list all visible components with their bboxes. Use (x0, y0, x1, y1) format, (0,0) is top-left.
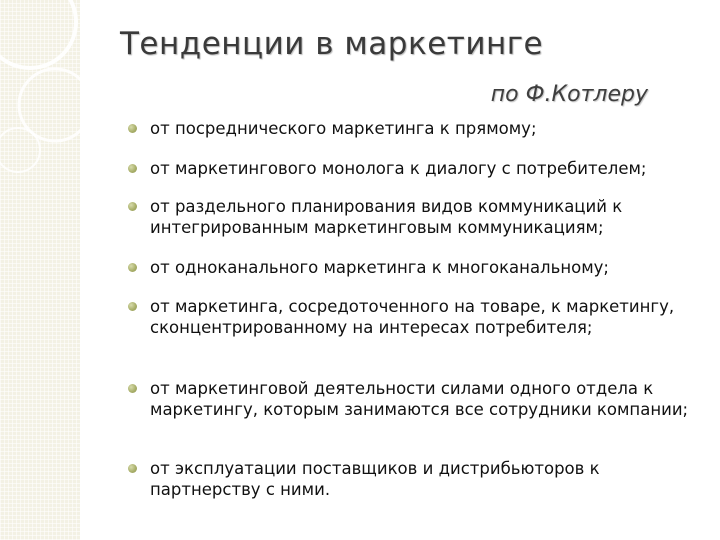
bullet-icon (128, 302, 137, 311)
bullet-item (150, 118, 700, 139)
bullet-item (150, 378, 700, 420)
bullet-icon (128, 124, 137, 133)
bullet-item (150, 458, 700, 500)
slide-subtitle: по Ф.Котлеру (490, 82, 648, 107)
bullet-text: от посреднического маркетинга к прямому; (150, 119, 537, 138)
bullet-text: от маркетинга, сосредоточенного на товаре, к маркетингу, сконцентрированному на интересах потребителя; (150, 297, 675, 337)
decorative-side-panel (0, 0, 80, 540)
bullet-text: от одноканального маркетинга к многоканальному; (150, 258, 609, 277)
decorative-circles-icon (0, 0, 80, 540)
bullet-text: от маркетингового монолога к диалогу с потребителем; (150, 159, 647, 178)
bullet-icon (128, 202, 137, 211)
bullet-icon (128, 263, 137, 272)
bullet-item (150, 158, 700, 179)
bullet-text: от маркетинговой деятельности силами одного отдела к маркетингу, которым занимаются все сотрудники компании; (150, 379, 689, 419)
slide-title: Тенденции в маркетинге (120, 26, 544, 62)
bullet-text: от эксплуатации поставщиков и дистрибьюторов к партнерству с ними. (150, 459, 600, 499)
bullet-item (150, 196, 700, 238)
bullet-icon (128, 164, 137, 173)
bullet-item (150, 257, 700, 278)
bullet-text: от раздельного планирования видов коммуникаций к интегрированным маркетинговым коммуникациям; (150, 197, 623, 237)
bullet-icon (128, 384, 137, 393)
bullet-item (150, 296, 700, 338)
bullet-icon (128, 464, 137, 473)
